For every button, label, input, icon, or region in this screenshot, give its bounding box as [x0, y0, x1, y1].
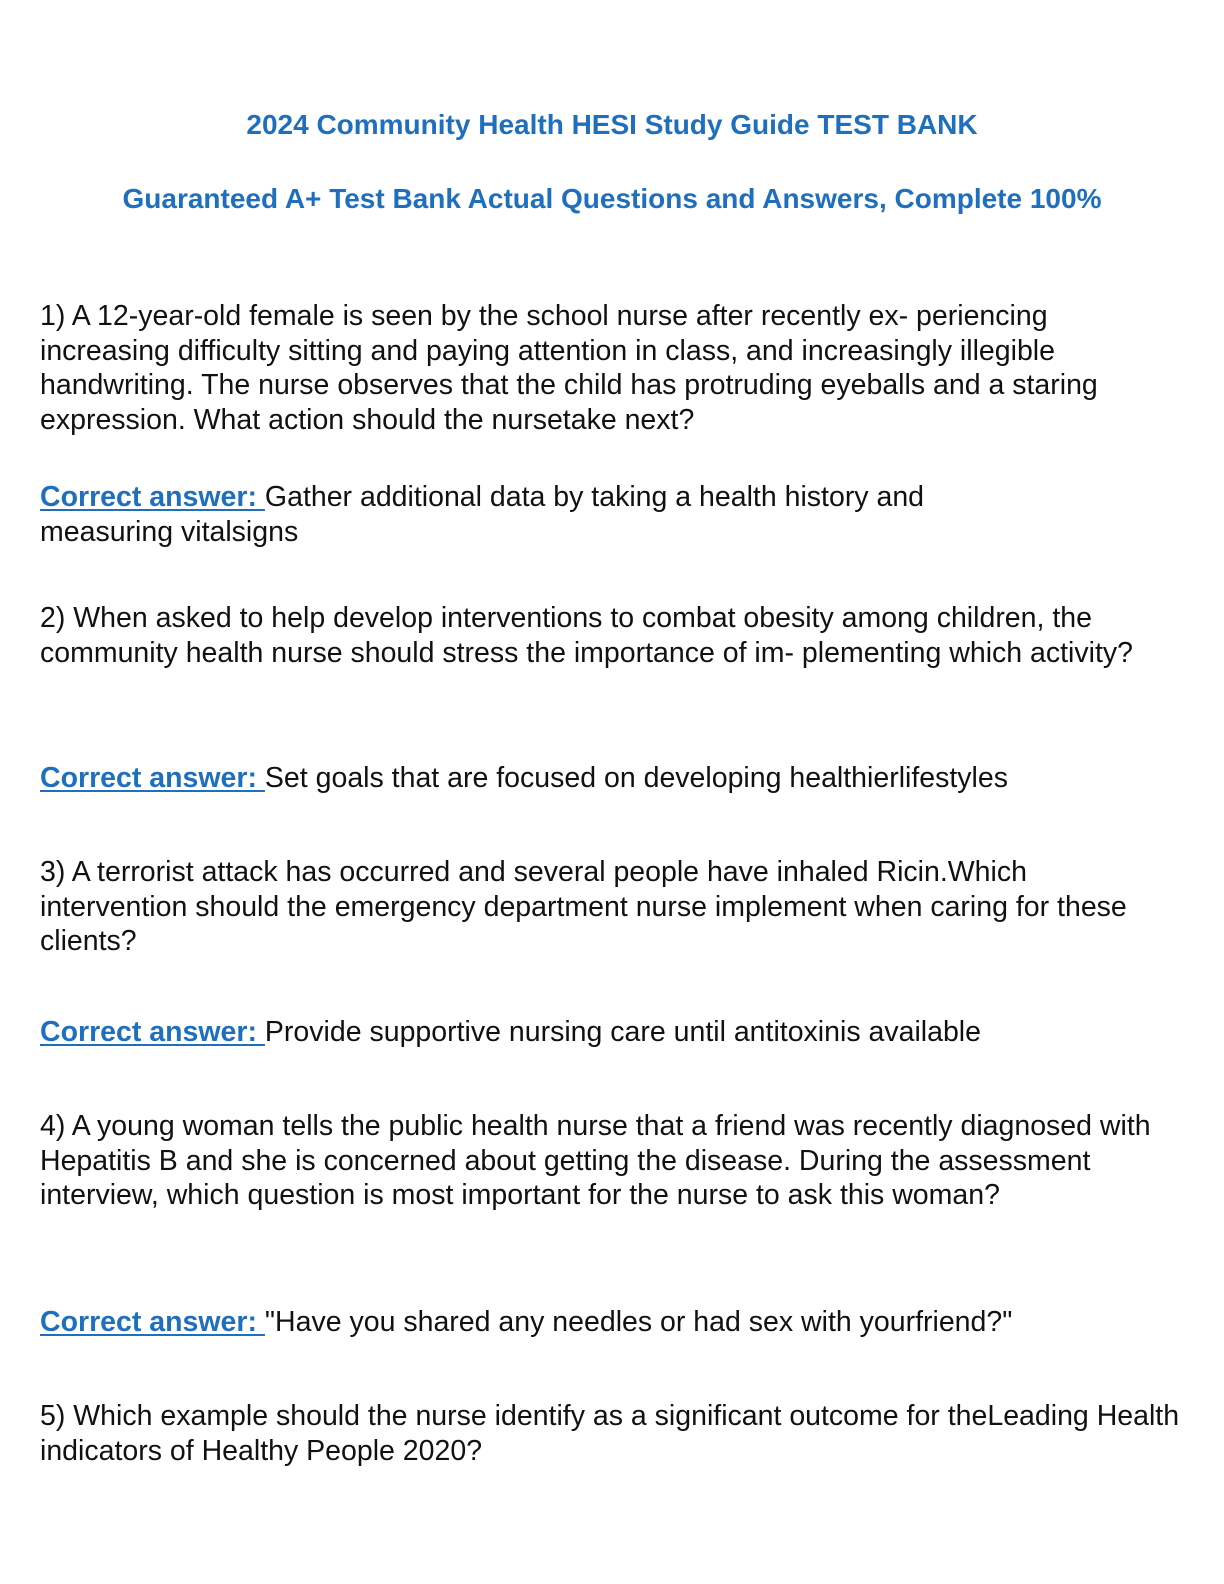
question-text: A 12-year-old female is seen by the school nurse after recently ex- periencing increasing difficulty sitting and paying attention in class, and increasingly illegible handwriting. The nurse observes that the child has protruding eyeballs and a staring expression. What action should the nursetake next?: [40, 300, 1098, 436]
correct-answer-label: Correct answer:: [40, 762, 265, 794]
question-number: 4): [40, 1110, 66, 1142]
correct-answer-label: Correct answer:: [40, 481, 265, 513]
question-5: [40, 1399, 1190, 1468]
question-4: [40, 1109, 1180, 1213]
question-2: [40, 601, 1180, 670]
answer-text: Provide supportive nursing care until antitoxinis available: [264, 1016, 981, 1048]
answer-text: Gather additional data by taking a health history and measuring vitalsigns: [40, 481, 925, 548]
question-text: A young woman tells the public health nurse that a friend was recently diagnosed with Hepatitis B and she is concerned about getting the disease. During the assessment interview, which question is most important for the nurse to ask this woman?: [40, 1110, 1151, 1211]
answer-text: Set goals that are focused on developing healthierlifestyles: [264, 762, 1008, 794]
question-text: When asked to help develop interventions to combat obesity among children, the community health nurse should stress the importance of im- plementing which activity?: [40, 602, 1133, 669]
answer-3: [40, 1015, 1190, 1050]
question-1: [40, 299, 1180, 437]
document-subtitle: Guaranteed A+ Test Bank Actual Questions and Answers, Complete 100%: [122, 183, 1102, 214]
question-text: A terrorist attack has occurred and several people have inhaled Ricin.Which intervention should the emergency department nurse implement when caring for these clients?: [40, 856, 1127, 957]
question-3: [40, 855, 1150, 959]
answer-text: "Have you shared any needles or had sex with yourfriend?": [264, 1306, 1013, 1338]
question-number: 5): [40, 1400, 66, 1432]
answer-2: [40, 761, 1190, 796]
question-text: Which example should the nurse identify as a significant outcome for theLeading Health indicators of Healthy People 2020?: [40, 1400, 1180, 1467]
question-number: 3): [40, 856, 66, 888]
question-number: 2): [40, 602, 66, 634]
correct-answer-label: Correct answer:: [40, 1306, 265, 1338]
answer-1: [40, 480, 1040, 549]
document-title: 2024 Community Health HESI Study Guide TEST BANK: [246, 109, 978, 140]
correct-answer-label: Correct answer:: [40, 1016, 265, 1048]
answer-4: [40, 1305, 1190, 1340]
question-number: 1): [40, 300, 66, 332]
